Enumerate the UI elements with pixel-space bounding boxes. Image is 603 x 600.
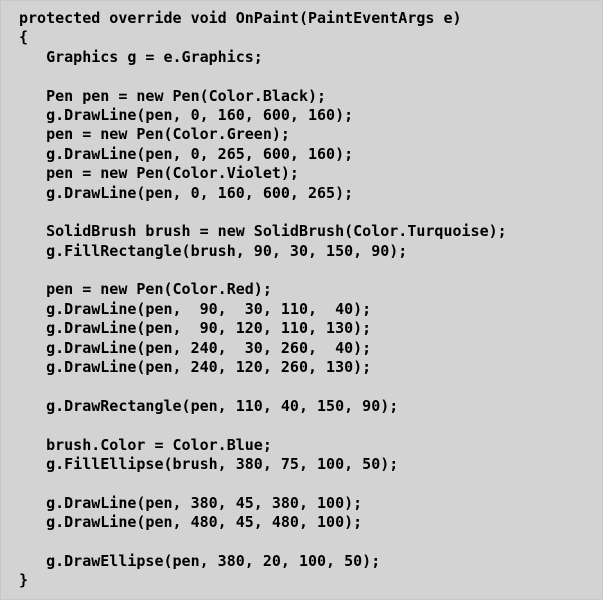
code-line-18: g.DrawLine(pen, 240, 30, 260, 40); [19,338,372,357]
code-line-30: } [19,571,29,590]
code-line-27: g.DrawLine(pen, 480, 45, 480, 100); [19,513,363,532]
code-line-7: pen = new Pen(Color.Green); [19,125,290,144]
code-line-5: Pen pen = new Pen(Color.Black); [19,86,327,105]
code-line-23: brush.Color = Color.Blue; [19,435,272,454]
code-line-8: g.DrawLine(pen, 0, 265, 600, 160); [19,144,354,163]
code-line-13: g.FillRectangle(brush, 90, 30, 150, 90); [19,241,408,260]
code-line-1: protected override void OnPaint(PaintEventArgs e) [19,9,462,27]
code-line-20 [19,377,602,396]
code-line-12: SolidBrush brush = new SolidBrush(Color.Turquoise); [19,222,507,241]
code-line-11 [19,203,602,222]
code-line-22 [19,416,602,435]
code-line-4 [19,67,602,86]
code-line-21: g.DrawRectangle(pen, 110, 40, 150, 90); [19,396,399,415]
code-line-19: g.DrawLine(pen, 240, 120, 260, 130); [19,358,372,377]
code-line-26: g.DrawLine(pen, 380, 45, 380, 100); [19,493,363,512]
code-line-25 [19,474,602,493]
code-line-24: g.FillEllipse(brush, 380, 75, 100, 50); [19,454,399,473]
code-line-2: { [19,28,29,47]
code-line-16: g.DrawLine(pen, 90, 30, 110, 40); [19,299,372,318]
code-line-9: pen = new Pen(Color.Violet); [19,164,299,183]
code-line-6: g.DrawLine(pen, 0, 160, 600, 160); [19,105,354,124]
code-line-28 [19,533,602,552]
code-line-15: pen = new Pen(Color.Red); [19,280,272,299]
code-line-17: g.DrawLine(pen, 90, 120, 110, 130); [19,319,372,338]
code-line-14 [19,261,602,280]
code-line-10: g.DrawLine(pen, 0, 160, 600, 265); [19,183,354,202]
code-line-3: Graphics g = e.Graphics; [19,47,263,66]
code-line-29: g.DrawEllipse(pen, 380, 20, 100, 50); [19,551,381,570]
